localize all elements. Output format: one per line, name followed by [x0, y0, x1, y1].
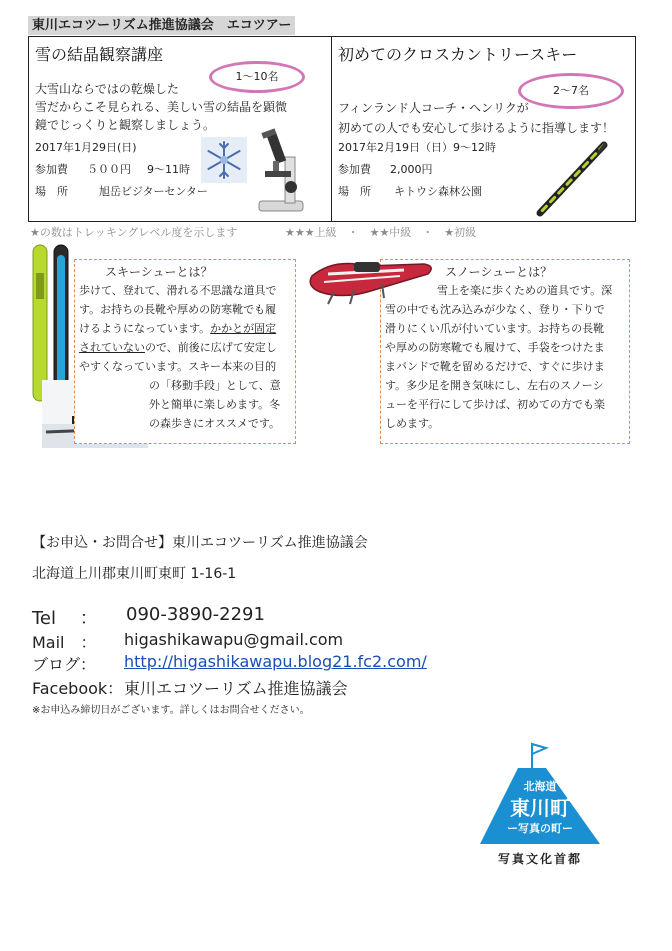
snow-shoe-text: や厚めの防寒靴でも履けて、手袋をつけたま	[385, 341, 605, 354]
capacity-badge: 1～10名	[209, 61, 305, 93]
snowflake-image	[201, 137, 247, 183]
ski-shoe-text-part: けるようになっています。	[79, 322, 211, 335]
tour-desc-line: 大雪山ならではの乾燥した	[35, 82, 179, 96]
mail-address[interactable]: higashikawapu@gmail.com	[124, 630, 344, 649]
place-label: 場 所	[338, 185, 371, 198]
ski-shoe-text: 歩けて、登れて、滑れる不思議な道具で	[79, 284, 277, 297]
tour-title: 雪の結晶観察講座	[35, 45, 164, 64]
tour-desc-line: フィンランド人コーチ・ヘンリクが	[338, 101, 529, 115]
tour-desc-line: 初めての人でも安心して歩けるように指導します！	[338, 121, 615, 135]
mail-label: Mail ：	[32, 633, 97, 652]
logo-sub-text: ー写真の町ー	[507, 822, 573, 835]
capacity-badge: 2～7名	[518, 73, 624, 109]
tour-date: 2017年2月19日（日）9～12時	[338, 141, 496, 154]
place-value: キトウシ森林公園	[394, 185, 482, 198]
ski-shoe-underlined-text: かかとが固定	[210, 322, 277, 335]
blog-label: ブログ：	[32, 655, 97, 674]
level-legend-levels: ★★★上級 ・ ★★中級 ・ ★初級	[285, 226, 477, 239]
tour-box-cross-country-ski	[331, 36, 636, 222]
ski-shoe-text: 外と簡単に楽しめます。冬	[149, 398, 281, 411]
fee-value: ５００円	[87, 163, 131, 176]
contact-organization: 【お申込・お問合せ】東川エコツーリズム推進協議会	[32, 535, 368, 551]
ski-shoe-text: の「移動手段」として、意	[149, 379, 281, 392]
snow-shoe-text: まバンドで靴を留めるだけで、すぐに歩けま	[385, 360, 605, 373]
snow-shoe-title: スノーシューとは？	[445, 265, 553, 279]
logo-bottom-text: 写真文化首都	[497, 852, 582, 866]
blog-link[interactable]: http://higashikawapu.blog21.fc2.com/	[124, 652, 427, 671]
snow-shoe-text: 雪上を楽に歩くための道具です。深	[437, 284, 613, 297]
fee-label: 参加費	[338, 163, 371, 176]
snow-shoe-text: す。多少足を開き気味にし、左右のスノーシ	[385, 379, 604, 392]
cross-country-ski-image	[532, 141, 612, 217]
snow-shoe-text: ューを平行にして歩けば、初めての方でも楽	[385, 398, 605, 411]
microscope-image	[251, 127, 311, 215]
logo-top-text: 北海道	[523, 780, 557, 793]
ski-shoe-text	[79, 338, 277, 357]
fee-value: 2,000円	[390, 163, 433, 176]
ski-shoe-title: スキーシューとは？	[105, 265, 213, 279]
tour-box-snow-crystal	[28, 36, 333, 222]
ski-shoe-text	[79, 319, 276, 338]
snow-shoe-text: 滑りにくい爪が付いています。お持ちの長靴	[385, 322, 605, 335]
tel-label: Tel ：	[32, 608, 98, 629]
snow-shoe-text: 雪の中でも沈み込みが少なく、登り・下りで	[385, 303, 605, 316]
snow-shoe-text: しめます。	[385, 417, 440, 430]
place-value: 旭岳ビジターセンター	[99, 185, 208, 198]
header-title: 東川エコツーリズム推進協議会 エコツアー	[28, 16, 295, 35]
higashikawa-logo	[472, 740, 608, 870]
facebook-name[interactable]: 東川エコツーリズム推進協議会	[124, 679, 348, 698]
tel-number: 090-3890-2291	[126, 604, 265, 625]
ski-shoe-info-box	[74, 259, 296, 444]
snow-shoe-image	[304, 252, 438, 312]
logo-main-text: 東川町	[510, 796, 570, 820]
facebook-label: Facebook：	[32, 679, 124, 698]
ski-shoe-text-part: ので、前後に広げて安定し	[145, 341, 277, 354]
tour-time: 9～11時	[147, 163, 190, 176]
ski-shoe-text: の森歩きにオススメです。	[149, 417, 281, 430]
place-label: 場 所	[35, 185, 68, 198]
tour-desc-line: 鏡でじっくりと観察しましょう。	[35, 118, 216, 132]
ski-shoe-text: やすくなっています。スキー本来の目的	[79, 360, 277, 373]
tour-title: 初めてのクロスカントリースキー	[338, 45, 578, 64]
tour-date: 2017年1月29日(日)	[35, 141, 137, 154]
ski-shoe-text: す。お持ちの長靴や厚めの防寒靴でも履	[79, 303, 277, 316]
level-legend-note: ★の数はトレッキングレベル度を示します	[30, 226, 238, 239]
ski-shoe-image	[30, 243, 74, 403]
deadline-note: ※お申込み締切日がございます。詳しくはお問合せください。	[32, 705, 310, 716]
ski-shoe-underlined-text: されていない	[79, 341, 145, 354]
tour-desc-line: 雪だからこそ見られる、美しい雪の結晶を顕微	[35, 100, 288, 114]
contact-address: 北海道上川郡東川町東町 1-16-1	[32, 566, 237, 582]
fee-label: 参加費	[35, 163, 68, 176]
